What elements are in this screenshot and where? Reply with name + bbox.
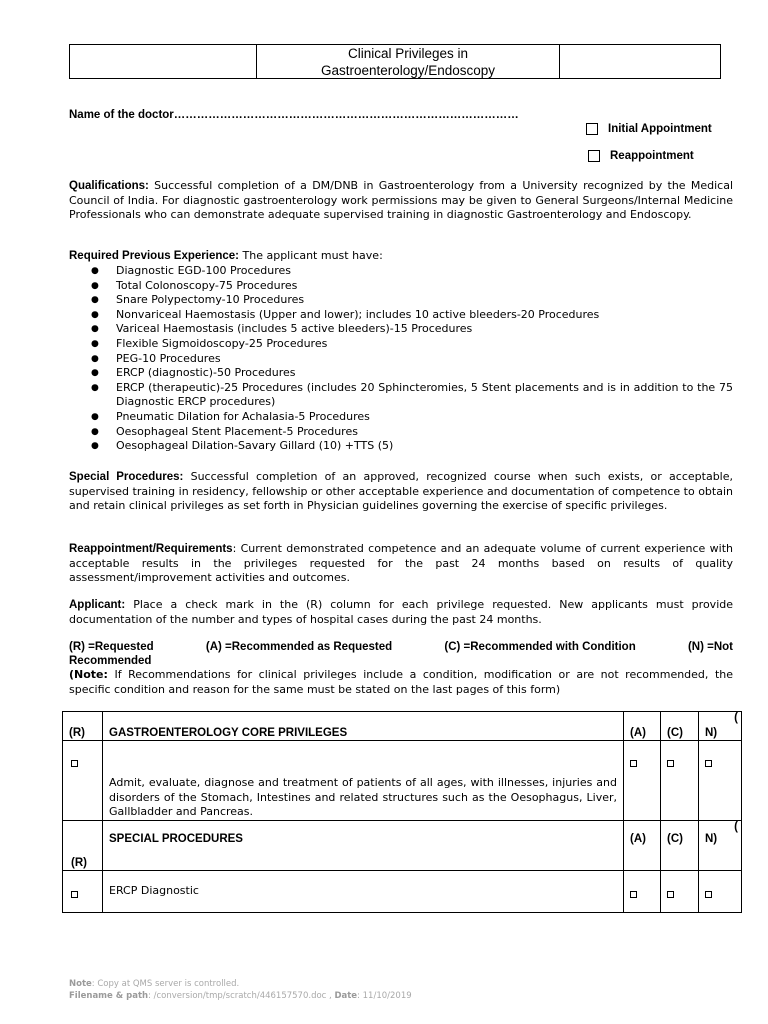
ercp-a-cell (624, 871, 661, 913)
applicant-paragraph (69, 598, 733, 627)
special-n-open: ( (734, 821, 738, 833)
special-procedures-label: Special Procedures: (69, 471, 184, 483)
col-r-header: (R) (63, 712, 103, 741)
ercp-r-cell (63, 871, 103, 913)
list-item-text: Pneumatic Dilation for Achalasia-5 Procedures (116, 409, 370, 423)
footer-file-label: Filename & path (69, 991, 149, 1001)
reappointment-label: Reappointment (610, 150, 694, 162)
list-item-text: Nonvariceal Haemostasis (Upper and lower); includes 10 active bleeders-20 Procedures (116, 307, 600, 321)
header-title-line2: Gastroenterology/Endoscopy (320, 63, 496, 78)
special-n-header (699, 821, 742, 871)
privileges-table (62, 711, 742, 913)
special-procedures-paragraph (69, 470, 733, 514)
legend-requested: (R) =Requested (69, 641, 154, 653)
ercp-c-cell (661, 871, 699, 913)
list-item-text: ERCP (diagnostic)-50 Procedures (116, 366, 296, 380)
col-n-close: N) (705, 727, 718, 739)
footer-note-text: : Copy at QMS server is controlled. (91, 979, 240, 989)
c-checkbox[interactable] (667, 760, 674, 767)
legend-note-label: (Note: (69, 668, 108, 681)
footer-note (69, 978, 412, 990)
table-row (63, 821, 742, 871)
core-a-cell (624, 741, 661, 821)
core-privileges-text: Admit, evaluate, diagnose and treatment of patients of all ages, with illnesses, injuries and disorders of the Stomach, Intestines and related structures such as the Oesophagus, Liver, Gallbladder and Pancreas. (103, 741, 624, 821)
reappointment-requirements-paragraph (69, 542, 733, 586)
list-item (69, 439, 733, 454)
table-row (63, 712, 742, 741)
experience-heading (69, 249, 733, 264)
bullet-icon: ● (91, 426, 99, 437)
bullet-icon: ● (91, 324, 99, 335)
core-c-cell (661, 741, 699, 821)
applicant-label: Applicant: (69, 599, 126, 611)
legend-recommended-condition: (C) =Recommended with Condition (444, 641, 636, 653)
col-c-header: (C) (661, 712, 699, 741)
bullet-icon: ● (91, 353, 99, 364)
ercp-n-cell (699, 871, 742, 913)
table-row (63, 741, 742, 821)
special-procedures-title: SPECIAL PROCEDURES (103, 821, 624, 871)
reappointment-checkbox[interactable] (588, 150, 694, 162)
form-header (69, 44, 721, 79)
legend-not-recommended: Recommended (69, 655, 152, 667)
r-checkbox[interactable] (71, 760, 78, 767)
experience-label: Required Previous Experience: (69, 250, 240, 262)
list-item-text: Total Colonoscopy-75 Procedures (116, 278, 298, 292)
page-footer (69, 978, 412, 1002)
legend-row (69, 640, 733, 654)
c-checkbox[interactable] (667, 891, 674, 898)
bullet-icon: ● (91, 441, 99, 452)
bullet-icon: ● (91, 280, 99, 291)
reappointment-requirements-text: : Current demonstrated competence and an adequate volume of current experience with acceptable results in the privileges requested for the past 24 months based on results of quality assessment/improvement activities and outcomes. (69, 542, 733, 585)
list-item (69, 293, 733, 308)
table-row (63, 871, 742, 913)
legend-note (69, 668, 733, 697)
col-n-open: ( (734, 712, 738, 724)
list-item (69, 308, 733, 323)
list-item-text: Diagnostic EGD-100 Procedures (116, 264, 292, 277)
qualifications-text: Successful completion of a DM/DNB in Gastroenterology from a University recognized by the Medical Council of India. For diagnostic gastroenterology work permissions may be given to General Surgeons/Internal Medicine Professionals who can demonstrate adequate supervised training in diagnostic Gastroenterology and Endoscopy. (69, 179, 733, 222)
initial-appointment-label: Initial Appointment (608, 123, 712, 135)
bullet-icon: ● (91, 338, 99, 349)
list-item-text: Flexible Sigmoidoscopy-25 Procedures (116, 336, 328, 350)
list-item-text: ERCP (therapeutic)-25 Procedures (includes 20 Sphincteromies, 5 Stent placements and is in addition to the 75 Diagnostic ERCP procedures) (116, 380, 733, 409)
bullet-icon: ● (91, 411, 99, 422)
list-item (69, 337, 733, 352)
header-title-line1: Clinical Privileges in (347, 46, 469, 61)
a-checkbox[interactable] (630, 891, 637, 898)
special-a-header: (A) (624, 821, 661, 871)
bullet-icon: ● (91, 295, 99, 306)
list-item (69, 352, 733, 367)
a-checkbox[interactable] (630, 760, 637, 767)
footer-file-text: : /conversion/tmp/scratch/446157570.doc , (148, 991, 332, 1001)
applicant-text: Place a check mark in the (R) column for each privilege requested. New applicants must provide documentation of the number and types of hospital cases during the past 24 months. (69, 598, 733, 626)
qualifications-paragraph (69, 179, 733, 223)
bullet-icon: ● (91, 266, 99, 276)
special-r-header: (R) (63, 821, 103, 871)
footer-file (69, 990, 412, 1002)
header-right-cell (560, 45, 720, 78)
list-item (69, 264, 733, 279)
special-procedures-text: Successful completion of an approved, recognized course when such exists, or acceptable, supervised training in residency, fellowship or other acceptable experience and documentation of competence to obtain and retain clinical privileges as set forth in Physician guidelines governing the exercise of specific privileges. (69, 470, 733, 513)
bullet-icon: ● (91, 382, 99, 393)
bullet-icon: ● (91, 368, 99, 379)
col-a-header: (A) (624, 712, 661, 741)
special-c-header: (C) (661, 821, 699, 871)
list-item-text: Oesophageal Stent Placement-5 Procedures (116, 424, 358, 438)
footer-note-label: Note (69, 979, 92, 989)
core-n-cell (699, 741, 742, 821)
core-r-cell (63, 741, 103, 821)
list-item-text: Variceal Haemostasis (includes 5 active bleeders)-15 Procedures (116, 322, 473, 336)
list-item (69, 366, 733, 381)
n-checkbox[interactable] (705, 760, 712, 767)
special-n-close: N) (705, 833, 718, 845)
experience-list (69, 264, 733, 454)
experience-intro: The applicant must have: (239, 249, 383, 262)
ercp-diagnostic-label: ERCP Diagnostic (103, 871, 624, 913)
list-item (69, 425, 733, 440)
list-item-text: Snare Polypectomy-10 Procedures (116, 293, 305, 307)
checkbox-box[interactable] (588, 150, 600, 162)
core-privileges-title: GASTROENTEROLOGY CORE PRIVILEGES (103, 712, 624, 741)
doctor-name-field[interactable]: Name of the doctor……………………………………………………………………………… (69, 109, 519, 121)
r-checkbox[interactable] (71, 891, 78, 898)
legend-note-text: If Recommendations for clinical privileges include a condition, modification or are not recommended, the specific condition and reason for the same must be stated on the last pages of this form) (69, 668, 733, 696)
header-left-cell (70, 45, 257, 78)
footer-date-label: Date (334, 991, 358, 1001)
legend-recommended: (A) =Recommended as Requested (205, 641, 393, 653)
legend (69, 640, 733, 697)
legend-not: (N) =Not (687, 641, 733, 653)
qualifications-label: Qualifications: (69, 180, 149, 192)
col-n-header (699, 712, 742, 741)
header-title (257, 45, 560, 78)
footer-date-text: : 11/10/2019 (357, 991, 412, 1001)
list-item (69, 322, 733, 337)
checkbox-box[interactable] (586, 123, 598, 135)
list-item (69, 410, 733, 425)
reappointment-requirements-label: Reappointment/Requirements (69, 543, 233, 555)
bullet-icon: ● (91, 309, 99, 320)
initial-appointment-checkbox[interactable] (586, 123, 712, 135)
list-item-text: Oesophageal Dilation-Savary Gillard (10) +TTS (5) (116, 439, 394, 453)
list-item (69, 381, 733, 410)
list-item-text: PEG-10 Procedures (116, 351, 221, 365)
n-checkbox[interactable] (705, 891, 712, 898)
list-item (69, 279, 733, 294)
